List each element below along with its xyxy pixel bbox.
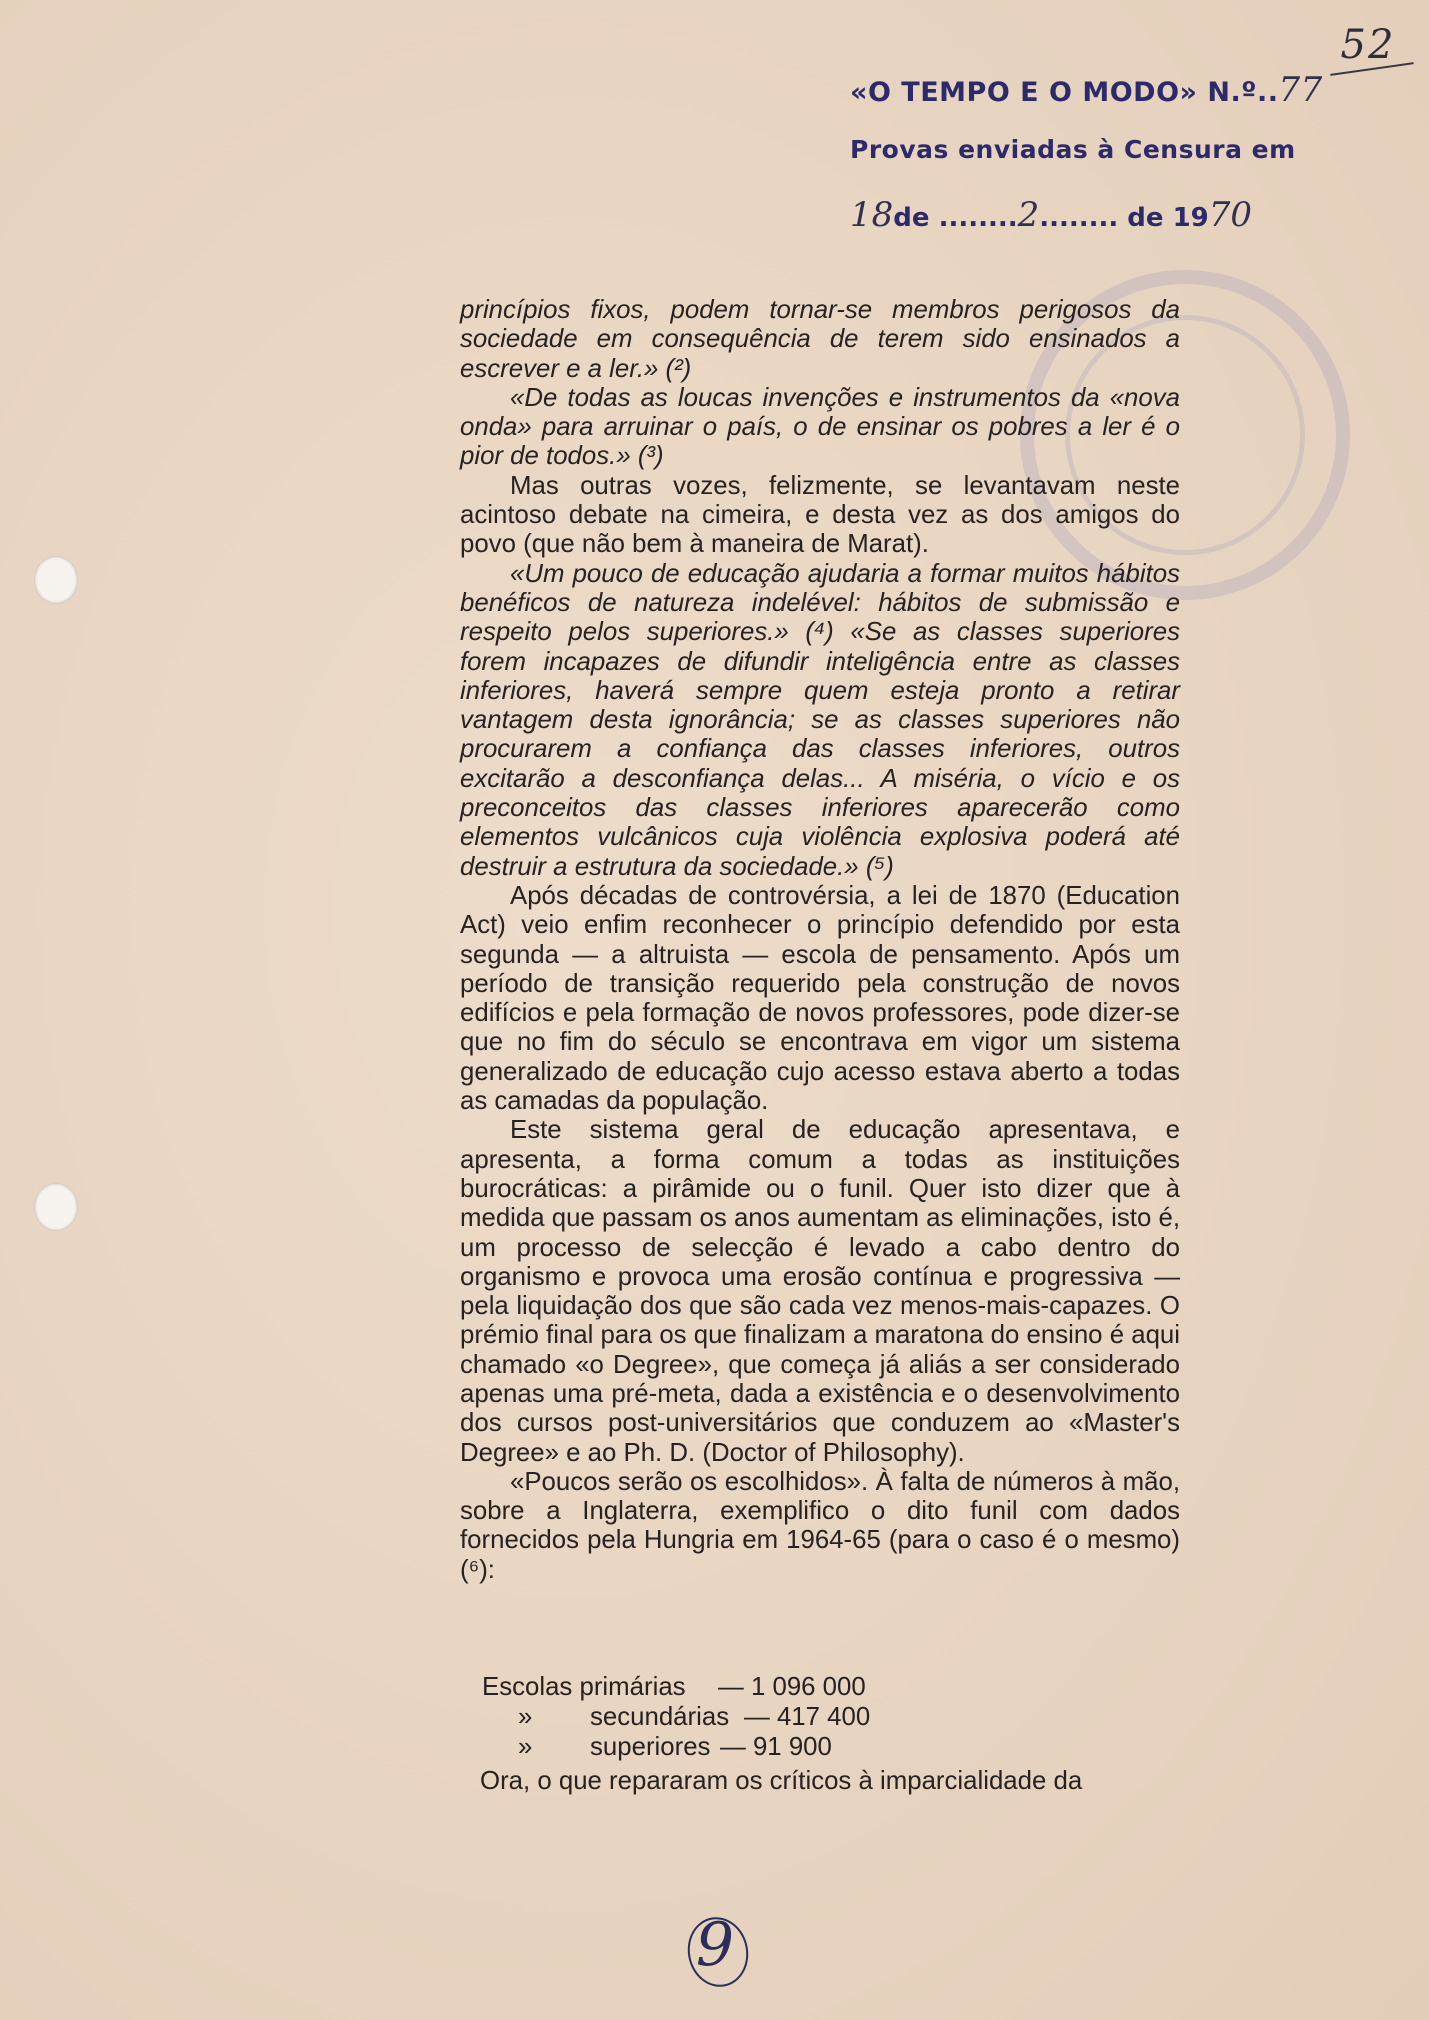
list-item xyxy=(482,1702,982,1732)
date-month: 2 xyxy=(1017,195,1040,235)
list-value: — 417 400 xyxy=(744,1703,871,1731)
paragraph-3: Mas outras vozes, felizmente, se levantavam neste acintoso debate na cimeira, e desta vez as dos amigos do povo (que não bem à maneira de Marat). xyxy=(460,471,1180,559)
publication-name: «O TEMPO E O MODO» N.º.. xyxy=(850,77,1279,108)
date-connector-1: de ........ xyxy=(893,203,1018,233)
paragraph-4: «Um pouco de educação ajudaria a formar muitos hábitos benéficos de natureza indelével: hábitos de submissão e respeito pelos superiores.» (⁴) «Se as classes superiores forem incapazes de difundir inteligência entre as classes inferiores, haverá sempre quem esteja pronto a retirar vantagem desta ignorância; se as classes superiores não procurarem a confiança das classes inferiores, outros excitarão a desconfiança delas... A miséria, o vício e os preconceitos das classes inferiores aparecerão como elementos vulcânicos cuja violência explosiva poderá até destruir a estrutura da sociedade.» (⁵) xyxy=(460,559,1180,881)
issue-number-handwritten: 77 xyxy=(1278,70,1323,110)
list-label: superiores xyxy=(590,1733,711,1761)
punch-hole-lower xyxy=(34,1183,78,1231)
ditto-mark: » xyxy=(518,1703,533,1731)
list-value: — 1 096 000 xyxy=(718,1673,866,1701)
paragraph-7: «Poucos serão os escolhidos». À falta de números à mão, sobre a Inglaterra, exemplifico o dito funil com dados fornecidos pela Hungria em 1964-65 (para o caso é o mesmo) (⁶): xyxy=(460,1467,1180,1584)
paragraph-6: Este sistema geral de educação apresentava, e apresenta, a forma comum a todas as instituições burocráticas: a pirâmide ou o funil. Quer isto dizer que à medida que passam os anos aumentam as eliminações, isto é, um processo de selecção é levado a cabo dentro do organismo e provoca uma erosão contínua e progressiva — pela liquidação dos que são cada vez menos-mais-capazes. O prémio final para os que finalizam a maratona do ensino é aqui chamado «o Degree», que começa já aliás a ser considerado apenas uma pré-meta, dada a existência e o desenvolvimento dos cursos post-universitários que conduzem ao «Master's Degree» e ao Ph. D. (Doctor of Philosophy). xyxy=(460,1116,1180,1467)
date-connector-2: ........ de 19 xyxy=(1039,203,1209,233)
proofs-line: Provas enviadas à Censura em xyxy=(850,135,1296,164)
date-day: 18 xyxy=(850,195,894,235)
paragraph-2: «De todas as loucas invenções e instrumentos da «nova onda» para arruinar o país, o de ensinar os pobres a ler é o pior de todos.» (³) xyxy=(460,383,1180,471)
closing-line: Ora, o que repararam os críticos à imparcialidade da xyxy=(480,1767,1083,1795)
schools-list xyxy=(482,1672,982,1762)
list-label: Escolas primárias xyxy=(482,1673,686,1701)
list-item xyxy=(482,1672,982,1702)
publication-header xyxy=(850,70,1323,110)
punch-hole-upper xyxy=(34,556,78,604)
list-label: secundárias xyxy=(590,1703,730,1731)
ditto-mark: » xyxy=(518,1733,533,1761)
paragraph-5: Após décadas de controvérsia, a lei de 1870 (Education Act) veio enfim reconhecer o princípio defendido por esta segunda — a altruista — escola de pensamento. Após um período de transição requerido pela construção de novos edifícios e pela formação de novos professores, pode dizer-se que no fim do século se encontrava em vigor um sistema generalizado de educação cujo acesso estava aberto a todas as camadas da população. xyxy=(460,881,1180,1116)
paragraph-1: princípios fixos, podem tornar-se membros perigosos da sociedade em consequência de terem sido ensinados a escrever e a ler.» (²) xyxy=(460,296,1180,383)
corner-page-number: 52 xyxy=(1340,22,1396,68)
folio-number: 9 xyxy=(695,1910,735,1980)
list-value: — 91 900 xyxy=(720,1733,832,1761)
date-year: 70 xyxy=(1208,195,1253,235)
proofs-date xyxy=(850,195,1252,235)
article-body xyxy=(460,296,1180,1585)
list-item xyxy=(482,1732,982,1762)
